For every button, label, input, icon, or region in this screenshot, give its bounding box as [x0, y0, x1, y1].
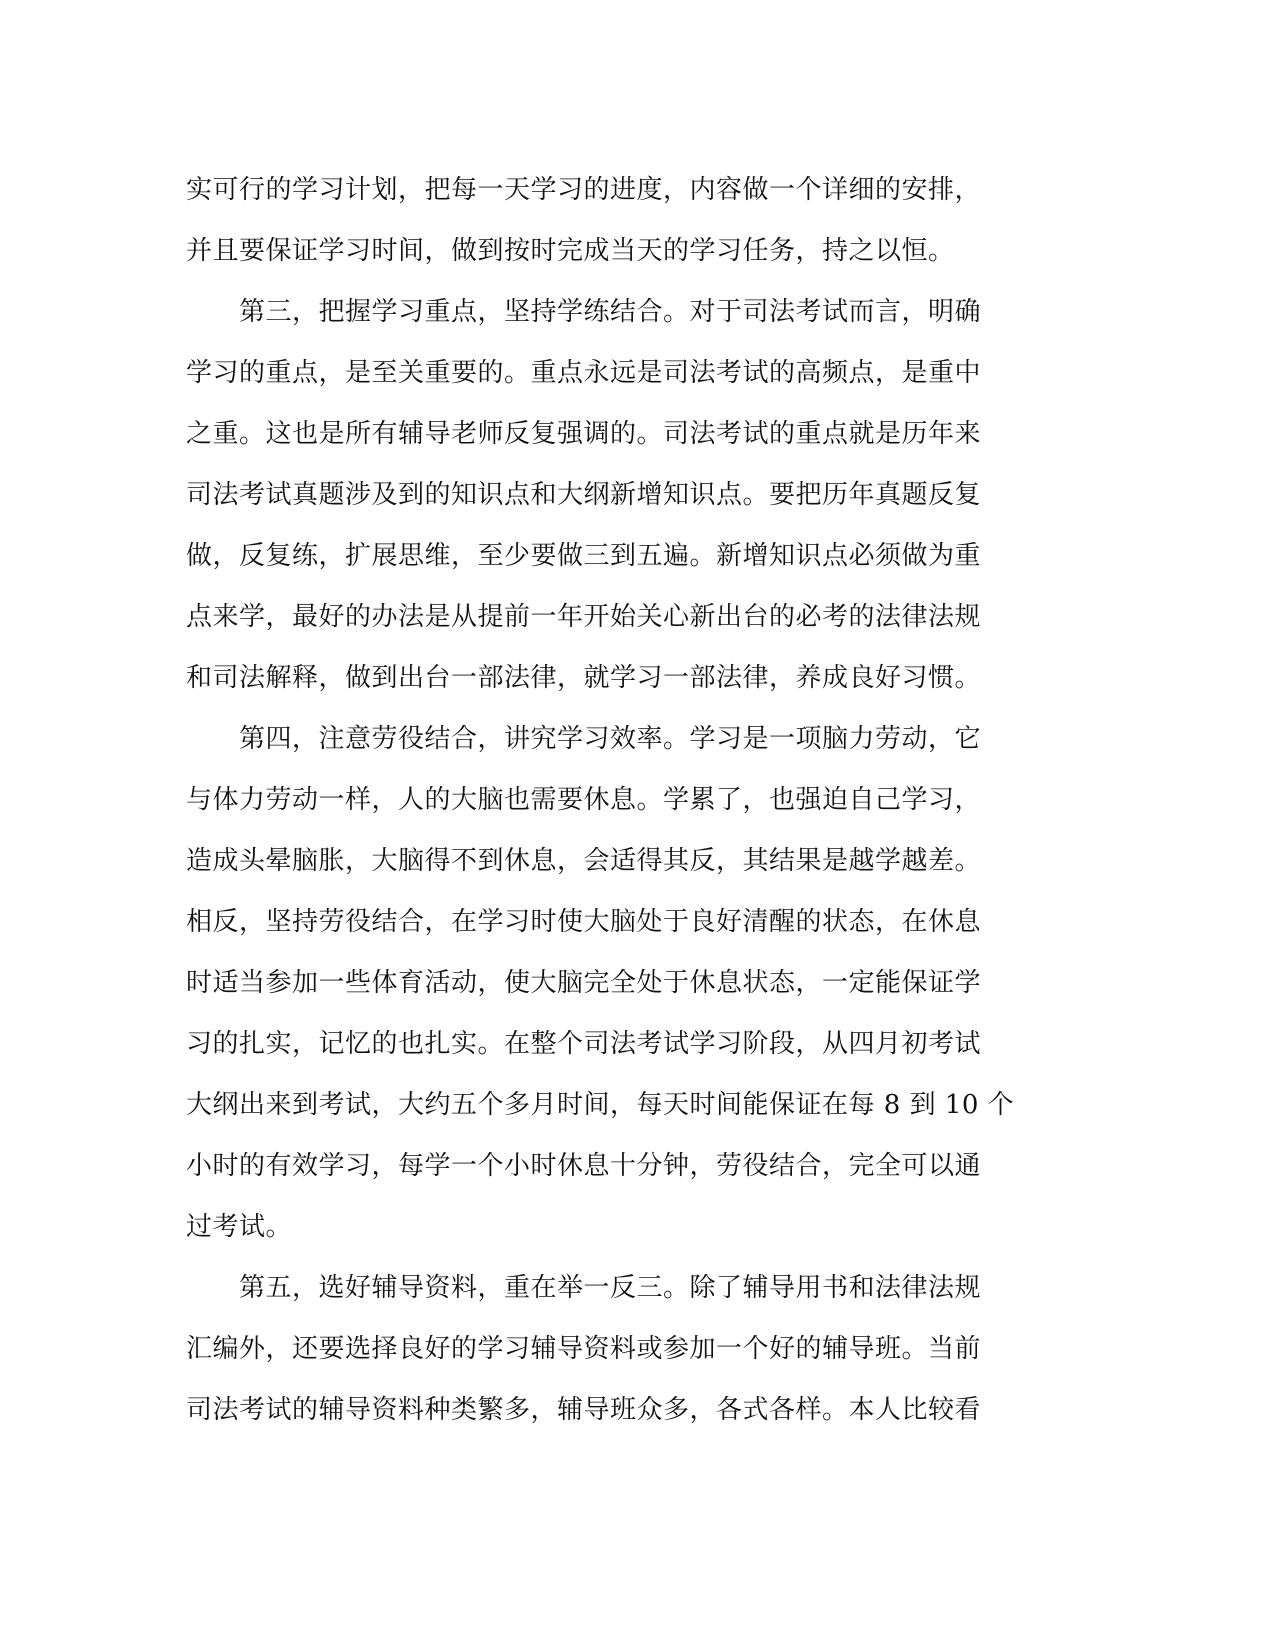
- text-line: 点来学，最好的办法是从提前一年开始关心新出台的必考的法律法规: [186, 602, 982, 632]
- text-line: 习的扎实，记忆的也扎实。在整个司法考试学习阶段，从四月初考试: [186, 1029, 982, 1059]
- text-line: 造成头晕脑胀，大脑得不到休息，会适得其反，其结果是越学越差。: [186, 846, 982, 876]
- text-line: 学习的重点，是至关重要的。重点永远是司法考试的高频点，是重中: [186, 358, 982, 388]
- text-line: 并且要保证学习时间，做到按时完成当天的学习任务，持之以恒。: [186, 236, 955, 266]
- text-line: 司法考试真题涉及到的知识点和大纲新增知识点。要把历年真题反复: [186, 480, 982, 510]
- text-line: 过考试。: [186, 1212, 293, 1242]
- paragraph-first-line: 第五，选好辅导资料，重在举一反三。除了辅导用书和法律法规: [186, 1273, 982, 1303]
- text-line: 做，反复练，扩展思维，至少要做三到五遍。新增知识点必须做为重: [186, 541, 982, 571]
- text-line: 实可行的学习计划，把每一天学习的进度，内容做一个详细的安排，: [186, 175, 982, 205]
- text-line: 时适当参加一些体育活动，使大脑完全处于休息状态，一定能保证学: [186, 968, 982, 998]
- paragraph-first-line: 第四，注意劳役结合，讲究学习效率。学习是一项脑力劳动，它: [186, 724, 982, 754]
- text-line: 之重。这也是所有辅导老师反复强调的。司法考试的重点就是历年来: [186, 419, 982, 449]
- text-line: 大纲出来到考试，大约五个多月时间，每天时间能保证在每 8 到 10 个: [186, 1090, 1015, 1120]
- text-line: 汇编外，还要选择良好的学习辅导资料或参加一个好的辅导班。当前: [186, 1334, 982, 1364]
- text-line: 小时的有效学习，每学一个小时休息十分钟，劳役结合，完全可以通: [186, 1151, 982, 1181]
- body-text: [186, 160, 1086, 1441]
- text-line: 相反，坚持劳役结合，在学习时使大脑处于良好清醒的状态，在休息: [186, 907, 982, 937]
- text-line: 司法考试的辅导资料种类繁多，辅导班众多，各式各样。本人比较看: [186, 1395, 982, 1425]
- text-line: 与体力劳动一样，人的大脑也需要休息。学累了，也强迫自己学习，: [186, 785, 982, 815]
- text-line: 和司法解释，做到出台一部法律，就学习一部法律，养成良好习惯。: [186, 663, 982, 693]
- paragraph-first-line: 第三，把握学习重点，坚持学练结合。对于司法考试而言，明确: [186, 297, 982, 327]
